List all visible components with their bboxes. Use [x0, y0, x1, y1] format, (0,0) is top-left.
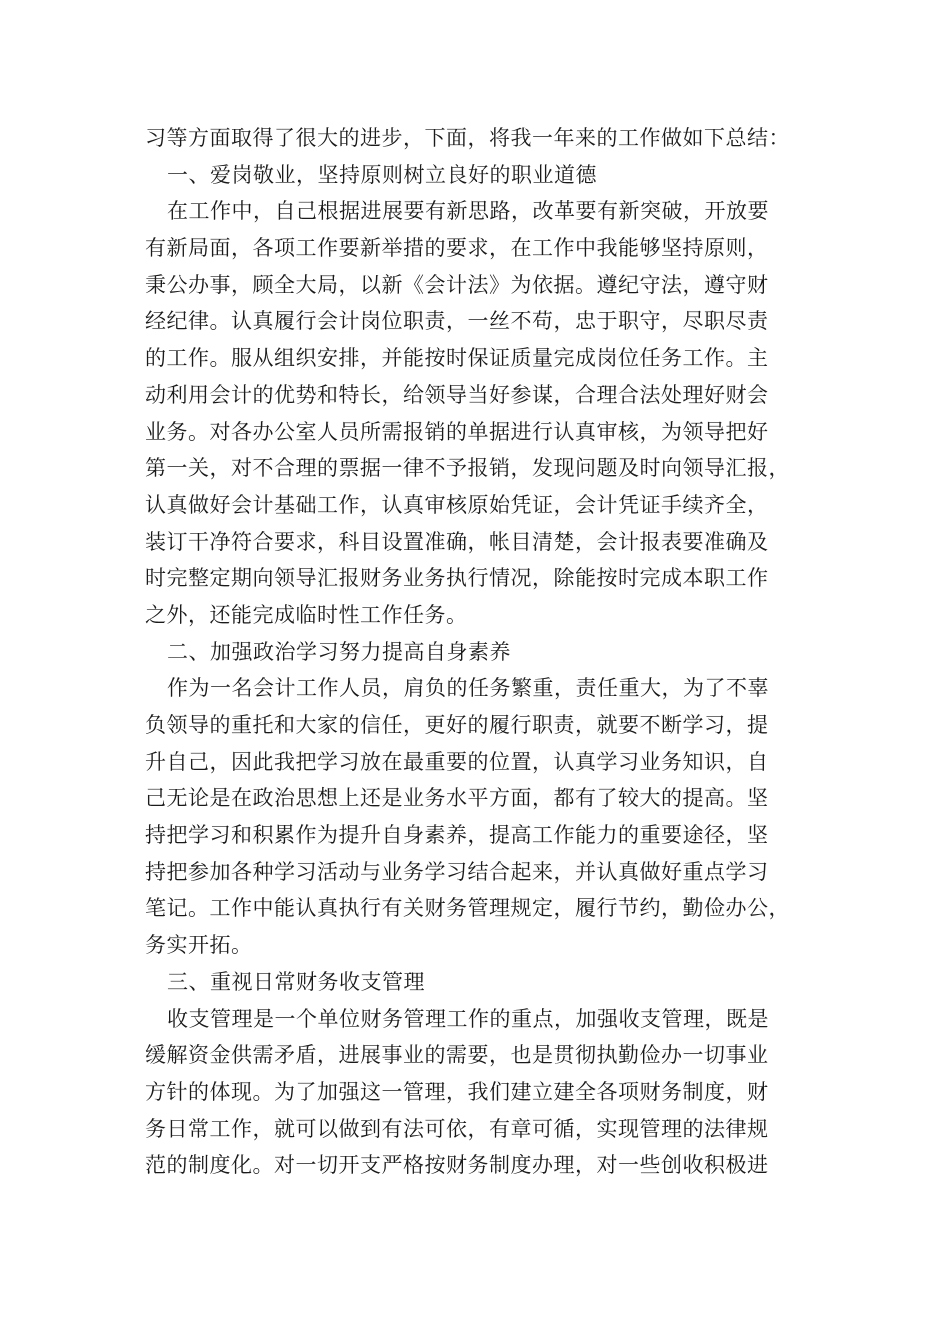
- text-line: 经纪律。认真履行会计岗位职责，一丝不苟，忠于职守，尽职尽责: [145, 309, 769, 334]
- text-line: 时完整定期向领导汇报财务业务执行情况，除能按时完成本职工作: [145, 566, 769, 591]
- text-line: 缓解资金供需矛盾，进展事业的需要，也是贯彻执勤俭办一切事业: [145, 1043, 769, 1068]
- text-line: 方针的体现。为了加强这一管理，我们建立建全各项财务制度，财: [145, 1079, 769, 1104]
- text-line: 持把学习和积累作为提升自身素养，提高工作能力的重要途径，坚: [145, 823, 769, 848]
- text-line: 范的制度化。对一切开支严格按财务制度办理，对一些创收积极进: [145, 1153, 769, 1178]
- text-line: 秉公办事，顾全大局，以新《会计法》为依据。遵纪守法，遵守财: [145, 272, 769, 297]
- text-line: 收支管理是一个单位财务管理工作的重点，加强收支管理，既是: [167, 1006, 769, 1031]
- text-line: 认真做好会计基础工作，认真审核原始凭证，会计凭证手续齐全，: [145, 492, 769, 517]
- text-line: 业务。对各办公室人员所需报销的单据进行认真审核，为领导把好: [145, 419, 769, 444]
- text-line: 一、爱岗敬业，坚持原则树立良好的职业道德: [167, 162, 597, 187]
- text-line: 笔记。工作中能认真执行有关财务管理规定，履行节约，勤俭办公，: [145, 896, 790, 921]
- text-line: 负领导的重托和大家的信任，更好的履行职责，就要不断学习，提: [145, 713, 769, 737]
- text-line: 持把参加各种学习活动与业务学习结合起来，并认真做好重点学习: [145, 859, 769, 884]
- text-line: 三、重视日常财务收支管理: [167, 969, 425, 994]
- text-line: 之外，还能完成临时性工作任务。: [145, 602, 468, 627]
- text-line: 装订干净符合要求，科目设置准确，帐目清楚，会计报表要准确及: [145, 529, 769, 554]
- text-line: 升自己，因此我把学习放在最重要的位置，认真学习业务知识，自: [145, 749, 769, 774]
- text-line: 作为一名会计工作人员，肩负的任务繁重，责任重大，为了不辜: [167, 676, 769, 701]
- text-line: 第一关，对不合理的票据一律不予报销，发现问题及时向领导汇报，: [145, 456, 790, 481]
- text-line: 动利用会计的优势和特长，给领导当好参谋，合理合法处理好财会: [145, 382, 769, 407]
- text-line: 务日常工作，就可以做到有法可依，有章可循，实现管理的法律规: [145, 1116, 769, 1141]
- text-line: 务实开拓。: [145, 933, 253, 958]
- text-line: 己无论是在政治思想上还是业务水平方面，都有了较大的提高。坚: [145, 786, 769, 811]
- text-line: 有新局面，各项工作要新举措的要求，在工作中我能够坚持原则，: [145, 236, 769, 261]
- text-line: 习等方面取得了很大的进步，下面，将我一年来的工作做如下总结：: [145, 126, 790, 150]
- text-line: 的工作。服从组织安排，并能按时保证质量完成岗位任务工作。主: [145, 346, 769, 371]
- text-line: 二、加强政治学习努力提高自身素养: [167, 639, 511, 664]
- document-body: [145, 120, 825, 1184]
- text-line: 在工作中，自己根据进展要有新思路，改革要有新突破，开放要: [167, 199, 769, 224]
